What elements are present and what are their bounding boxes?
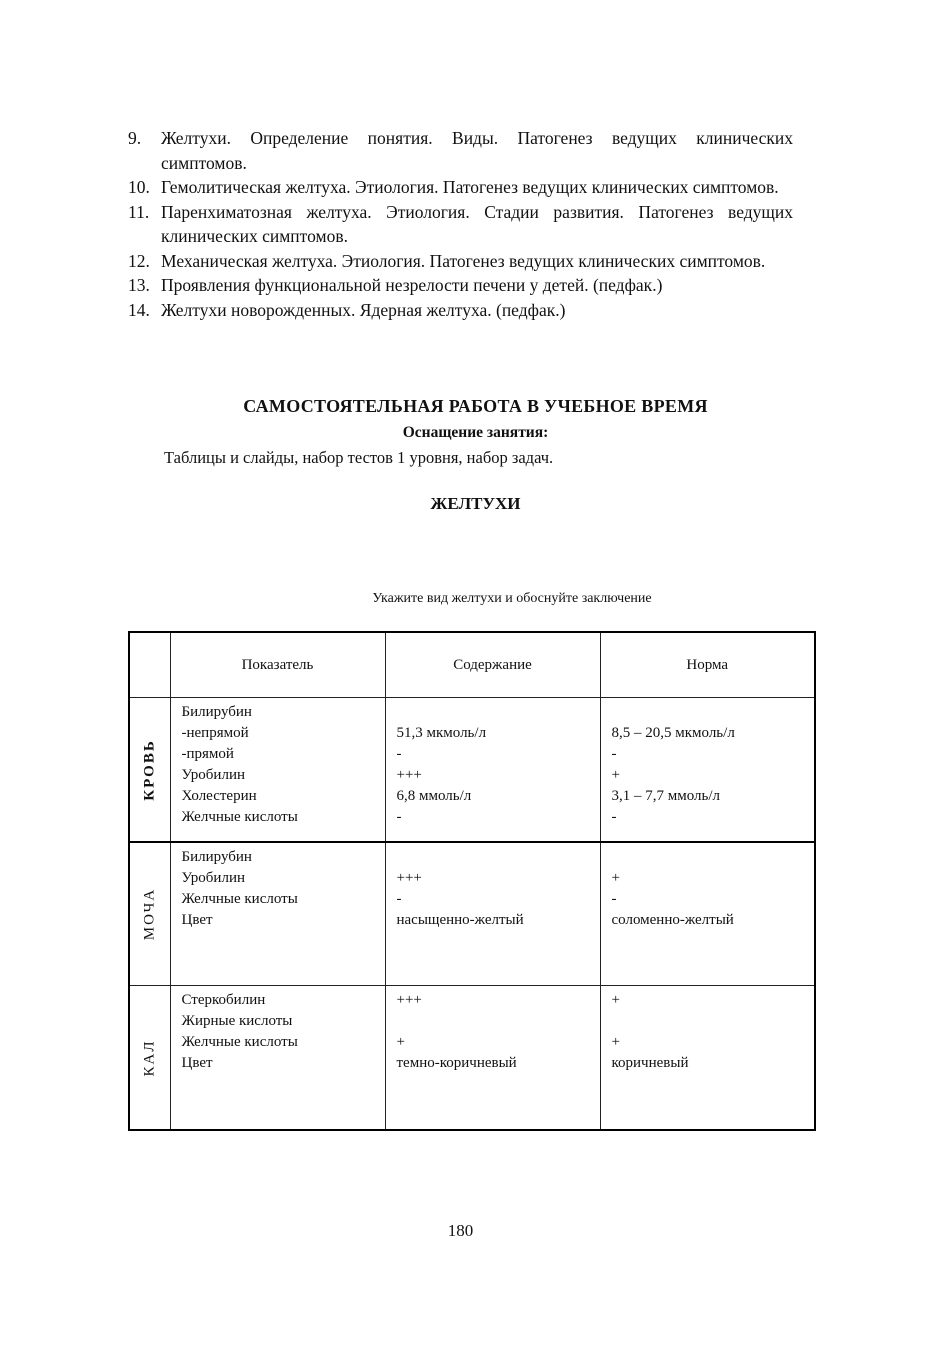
question-number: 10. [128,177,150,197]
content-value: - [396,746,402,762]
indicator: Цвет [181,1055,213,1071]
indicator: Билирубин [181,849,252,865]
section-title: САМОСТОЯТЕЛЬНАЯ РАБОТА В УЧЕБНОЕ ВРЕМЯ [243,396,708,416]
section-label-urine [129,842,170,986]
equipment-text: Таблицы и слайды, набор тестов 1 уровня, набор задач. [164,448,554,467]
question-number: 12. [128,250,150,271]
content-value: + [396,1034,405,1050]
indicator: Цвет [181,912,213,928]
content-value: насыщенно-желтый [396,912,524,928]
indicator: Жирные кислоты [181,1013,293,1029]
question-text: Механическая желтуха. Этиология. Патогенез ведущих клинических симптомов. [161,250,766,271]
norm-value: + [611,992,620,1008]
question-item [128,175,793,200]
table-caption: Укажите вид желтухи и обоснуйте заключение [372,591,652,606]
question-text: Желтухи. Определение понятия. Виды. Патогенез ведущих клинических симптомов. [161,128,793,173]
urine-norm-cell [600,842,815,986]
indicator: Желчные кислоты [181,1034,298,1050]
question-item [128,200,793,249]
indicator: Уробилин [181,870,246,886]
question-item [128,273,793,298]
section-label-text: МОЧА [141,887,158,941]
stool-content-cell [385,986,600,1131]
content-value: +++ [396,870,422,886]
indicator: -прямой [181,746,234,762]
section-label-stool [129,986,170,1131]
urine-content-cell [385,842,600,986]
question-text: Гемолитическая желтуха. Этиология. Патогенез ведущих клинических симптомов. [161,177,779,197]
indicator: -непрямой [181,725,249,741]
norm-value: 8,5 – 20,5 мкмоль/л [611,725,735,741]
content-value: 51,3 мкмоль/л [396,725,487,741]
norm-value: - [611,809,617,825]
norm-value: + [611,1034,620,1050]
header-indicator: Показатель [170,632,385,698]
stool-norm-cell [600,986,815,1131]
question-text: Проявления функциональной незрелости печени у детей. (педфак.) [161,275,663,295]
page-number: 180 [447,1221,474,1240]
table-row-stool [129,986,815,1131]
section-label-blood [129,698,170,843]
table-row-urine [129,842,815,986]
indicator: Уробилин [181,767,246,783]
norm-value [612,1011,807,1032]
indicator: Стеркобилин [181,992,266,1008]
content-value: - [396,809,402,825]
norm-value: + [611,767,620,783]
blood-indicators-cell [170,698,385,843]
table-row-blood [129,698,815,843]
question-number: 14. [128,299,150,320]
header-norm: Норма [600,632,815,698]
section-label-text: КРОВЬ [141,738,158,801]
header-content: Содержание [385,632,600,698]
norm-value: - [611,746,617,762]
header-empty-cell [129,632,170,698]
content-value: +++ [396,767,422,783]
question-list [128,126,793,322]
content-value [397,1011,592,1032]
section-label-text: КАЛ [141,1038,158,1077]
topic-title: ЖЕЛТУХИ [430,494,521,513]
norm-value: 3,1 – 7,7 ммоль/л [611,788,721,804]
norm-value: - [611,891,617,907]
indicator: Холестерин [181,788,257,804]
table-header-row [129,632,815,698]
question-number: 11. [128,201,150,222]
question-number: 9. [128,128,142,148]
norm-value: коричневый [611,1055,689,1071]
norm-value: + [611,870,620,886]
question-item [128,298,793,323]
indicator: Билирубин [181,704,252,720]
question-number: 13. [128,275,150,295]
blood-norm-cell [600,698,815,843]
question-item [128,126,793,175]
jaundice-table [128,631,816,1131]
content-value: 6,8 ммоль/л [396,788,472,804]
content-value: +++ [396,992,422,1008]
blood-content-cell [385,698,600,843]
question-text: Паренхиматозная желтуха. Этиология. Стадии развития. Патогенез ведущих клинических симптомов. [161,201,793,246]
question-text: Желтухи новорожденных. Ядерная желтуха. (педфак.) [161,299,566,320]
urine-indicators-cell [170,842,385,986]
indicator: Желчные кислоты [181,891,298,907]
stool-indicators-cell [170,986,385,1131]
indicator: Желчные кислоты [181,809,298,825]
question-item [128,249,793,274]
content-value: - [396,891,402,907]
equipment-title: Оснащение занятия: [402,424,549,441]
content-value: темно-коричневый [396,1055,517,1071]
norm-value: соломенно-желтый [611,912,734,928]
